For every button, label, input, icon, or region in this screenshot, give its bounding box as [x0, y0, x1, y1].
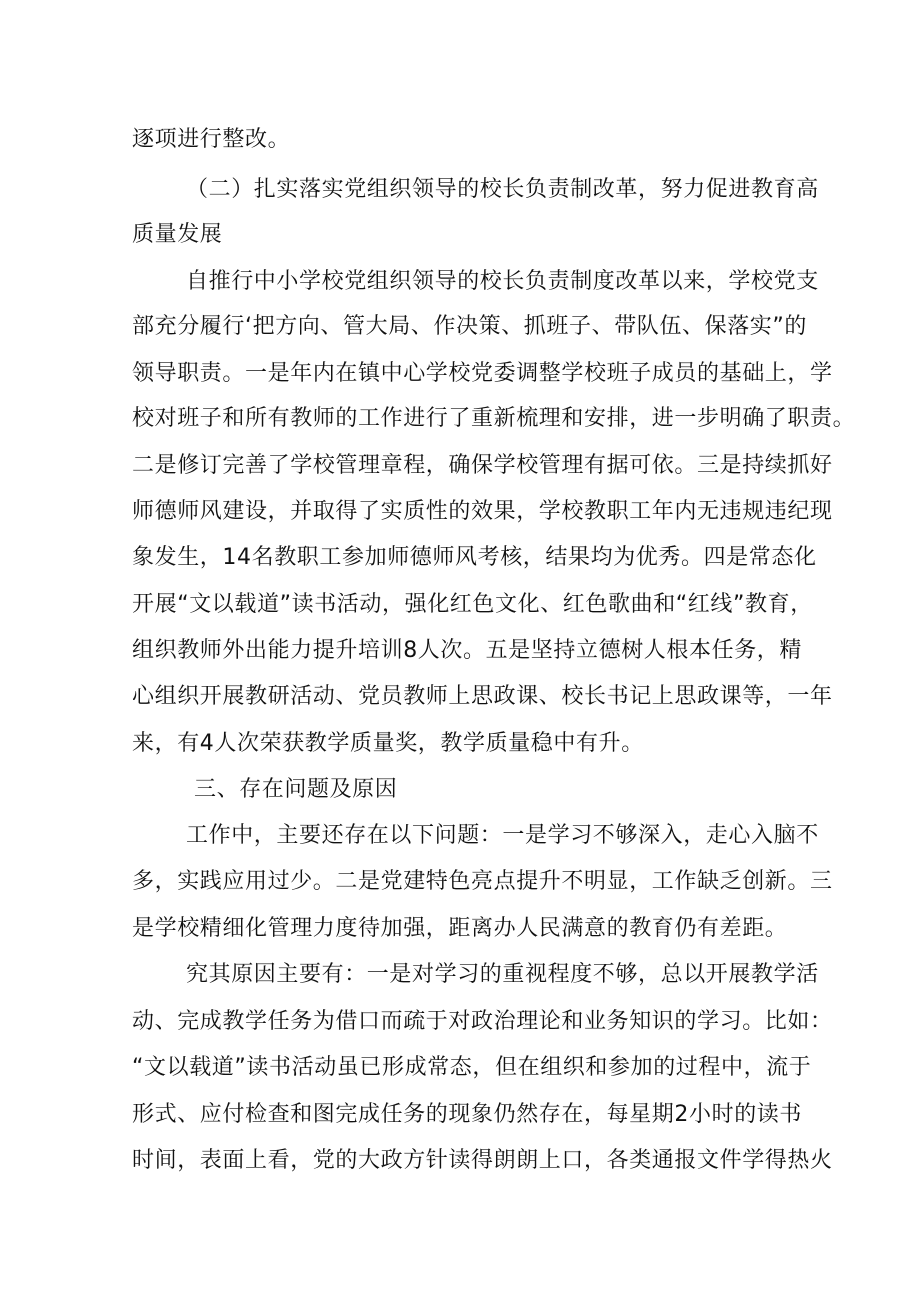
paragraph-line: 心组织开展教研活动、党员教师上思政课、校长书记上思政课等，一年 [132, 684, 833, 709]
paragraph-line: 师德师风建设，并取得了实质性的效果，学校教职工年内无违规违纪现 [132, 499, 833, 524]
paragraph-line: 是学校精细化管理力度待加强，距离办人民满意的教育仍有差距。 [132, 916, 788, 941]
paragraph-line: 形式、应付检查和图完成任务的现象仍然存在，每星期2小时的读书 [132, 1102, 802, 1127]
text-line: 逐项进行整改。 [132, 127, 291, 152]
section-heading-continued: 质量发展 [132, 222, 223, 247]
paragraph-line: 开展“文以载道”读书活动，强化红色文化、红色歌曲和“红线”教育， [132, 592, 813, 617]
paragraph-line: “文以载道”读书活动虽已形成常态，但在组织和参加的过程中，流于 [132, 1055, 812, 1080]
paragraph-line: 部充分履行‘把方向、管大局、作决策、抓班子、带队伍、保落实”的 [132, 314, 807, 339]
paragraph-line: 工作中，主要还存在以下问题：一是学习不够深入，走心入脑不 [186, 823, 819, 848]
paragraph-line: 二是修订完善了学校管理章程，确保学校管理有据可依。三是持续抓好 [132, 453, 833, 478]
paragraph-line: 动、完成教学任务为借口而疏于对政治理论和业务知识的学习。比如： [132, 1009, 833, 1034]
paragraph-line: 校对班子和所有教师的工作进行了重新梳理和安排，进一步明确了职责。 [132, 406, 856, 431]
section-heading: 三、存在问题及原因 [194, 777, 398, 802]
paragraph-line: 象发生，14名教职工参加师德师风考核，结果均为优秀。四是常态化 [132, 545, 817, 570]
paragraph-line: 组织教师外出能力提升培训8人次。五是坚持立德树人根本任务，精 [132, 638, 802, 663]
paragraph-line: 自推行中小学校党组织领导的校长负责制度改革以来，学校党支 [186, 269, 819, 294]
paragraph-line: 究其原因主要有：一是对学习的重视程度不够，总以开展教学活 [186, 962, 819, 987]
paragraph-line: 领导职责。一是年内在镇中心学校党委调整学校班子成员的基础上，学 [132, 361, 833, 386]
section-heading: （二）扎实落实党组织领导的校长负责制改革，努力促进教育高 [186, 177, 819, 202]
paragraph-line: 多，实践应用过少。二是党建特色亮点提升不明显，工作缺乏创新。三 [132, 869, 833, 894]
paragraph-line: 来，有4人次荣获教学质量奖，教学质量稳中有升。 [132, 731, 644, 756]
paragraph-line: 时间，表面上看，党的大政方针读得朗朗上口，各类通报文件学得热火 [132, 1148, 833, 1173]
